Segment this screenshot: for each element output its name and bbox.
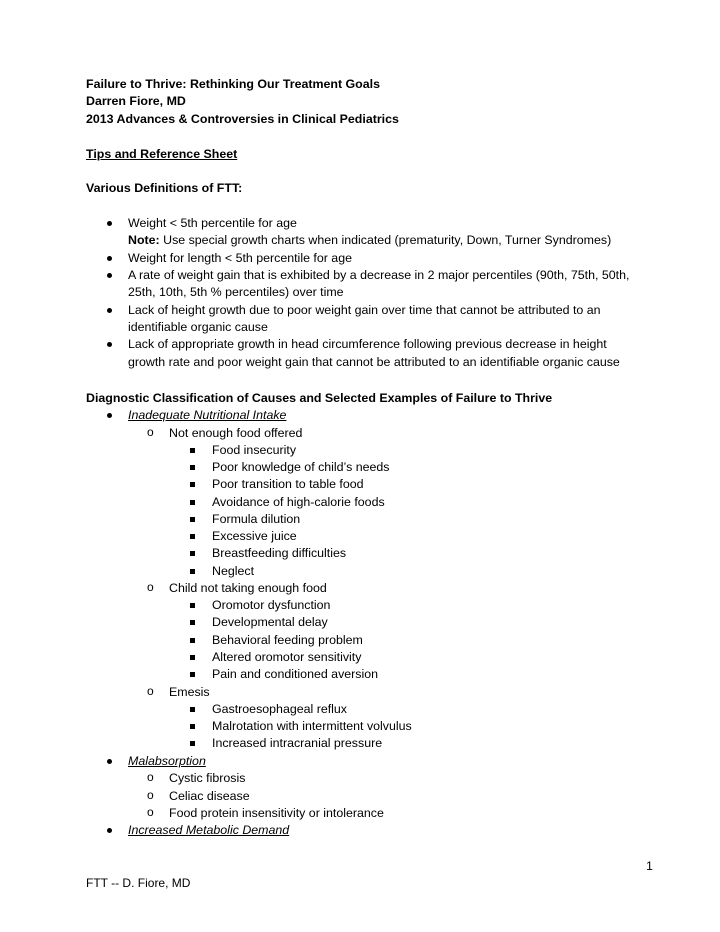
list-item: Pain and conditioned aversion (212, 667, 379, 681)
square-bullet (190, 741, 195, 746)
bullet-dot (107, 273, 112, 278)
bullet-dot (107, 308, 112, 313)
list-item: Gastroesophageal reflux (212, 702, 348, 716)
square-bullet (190, 724, 195, 729)
sub-bullet-ring: o (147, 580, 154, 594)
list-item: Avoidance of high-calorie foods (212, 495, 385, 509)
list-item: Behavioral feeding problem (212, 633, 363, 647)
square-bullet (190, 620, 195, 625)
sub-bullet-ring: o (147, 805, 154, 819)
category-malabsorption: Malabsorption (128, 754, 206, 768)
list-item: Food insecurity (212, 443, 297, 457)
subgroup-label: Not enough food offered (169, 426, 303, 440)
category-inadequate-intake: Inadequate Nutritional Intake (128, 408, 287, 422)
sub-bullet-ring: o (147, 684, 154, 698)
definition-continuation: 25th, 10th, 5th % percentiles) over time (128, 285, 344, 299)
definition-continuation: identifiable organic cause (128, 320, 268, 334)
subgroup-label: Emesis (169, 685, 210, 699)
sub-bullet-ring: o (147, 770, 154, 784)
definition-item: Weight for length < 5th percentile for age (128, 251, 352, 265)
square-bullet (190, 482, 195, 487)
square-bullet (190, 500, 195, 505)
sub-bullet-ring: o (147, 788, 154, 802)
bullet-dot (107, 828, 112, 833)
note-label: Note: (128, 233, 160, 247)
page-number: 1 (646, 859, 653, 873)
square-bullet (190, 707, 195, 712)
square-bullet (190, 603, 195, 608)
definition-item: Lack of appropriate growth in head circumference following previous decrease in height (128, 337, 607, 351)
list-item: Oromotor dysfunction (212, 598, 331, 612)
sub-bullet-ring: o (147, 425, 154, 439)
list-item: Developmental delay (212, 615, 328, 629)
bullet-dot (107, 256, 112, 261)
definitions-heading: Various Definitions of FTT: (86, 181, 243, 195)
classification-heading: Diagnostic Classification of Causes and Selected Examples of Failure to Thrive (86, 391, 553, 405)
document-title: Failure to Thrive: Rethinking Our Treatment Goals (86, 77, 380, 91)
square-bullet (190, 672, 195, 677)
list-item: Formula dilution (212, 512, 301, 526)
list-item: Poor knowledge of child’s needs (212, 460, 390, 474)
definition-item: Lack of height growth due to poor weight gain over time that cannot be attributed to an (128, 303, 601, 317)
subgroup-label: Child not taking enough food (169, 581, 327, 595)
list-item: Malrotation with intermittent volvulus (212, 719, 412, 733)
tips-heading: Tips and Reference Sheet (86, 147, 238, 161)
list-item: Altered oromotor sensitivity (212, 650, 362, 664)
list-item: Cystic fibrosis (169, 771, 246, 785)
category-metabolic-demand: Increased Metabolic Demand (128, 823, 290, 837)
list-item: Increased intracranial pressure (212, 736, 383, 750)
bullet-dot (107, 342, 112, 347)
bullet-dot (107, 759, 112, 764)
definition-item: Weight < 5th percentile for age (128, 216, 297, 230)
event-line: 2013 Advances & Controversies in Clinical Pediatrics (86, 112, 399, 126)
note-text: Use special growth charts when indicated (prematurity, Down, Turner Syndromes) (159, 233, 612, 247)
list-item: Celiac disease (169, 789, 250, 803)
list-item: Poor transition to table food (212, 477, 364, 491)
square-bullet (190, 465, 195, 470)
footer-text: FTT -- D. Fiore, MD (86, 876, 191, 890)
square-bullet (190, 448, 195, 453)
square-bullet (190, 517, 195, 522)
square-bullet (190, 569, 195, 574)
square-bullet (190, 655, 195, 660)
list-item: Breastfeeding difficulties (212, 546, 347, 560)
square-bullet (190, 534, 195, 539)
bullet-dot (107, 221, 112, 226)
list-item: Food protein insensitivity or intolerance (169, 806, 384, 820)
definition-item: A rate of weight gain that is exhibited by a decrease in 2 major percentiles (90th, 75th, 50th, (128, 268, 630, 282)
author-line: Darren Fiore, MD (86, 94, 186, 108)
bullet-dot (107, 413, 112, 418)
definition-note (128, 232, 611, 249)
list-item: Excessive juice (212, 529, 297, 543)
definition-continuation: growth rate and poor weight gain that cannot be attributed to an identifiable organic cause (128, 355, 620, 369)
square-bullet (190, 638, 195, 643)
square-bullet (190, 551, 195, 556)
list-item: Neglect (212, 564, 255, 578)
